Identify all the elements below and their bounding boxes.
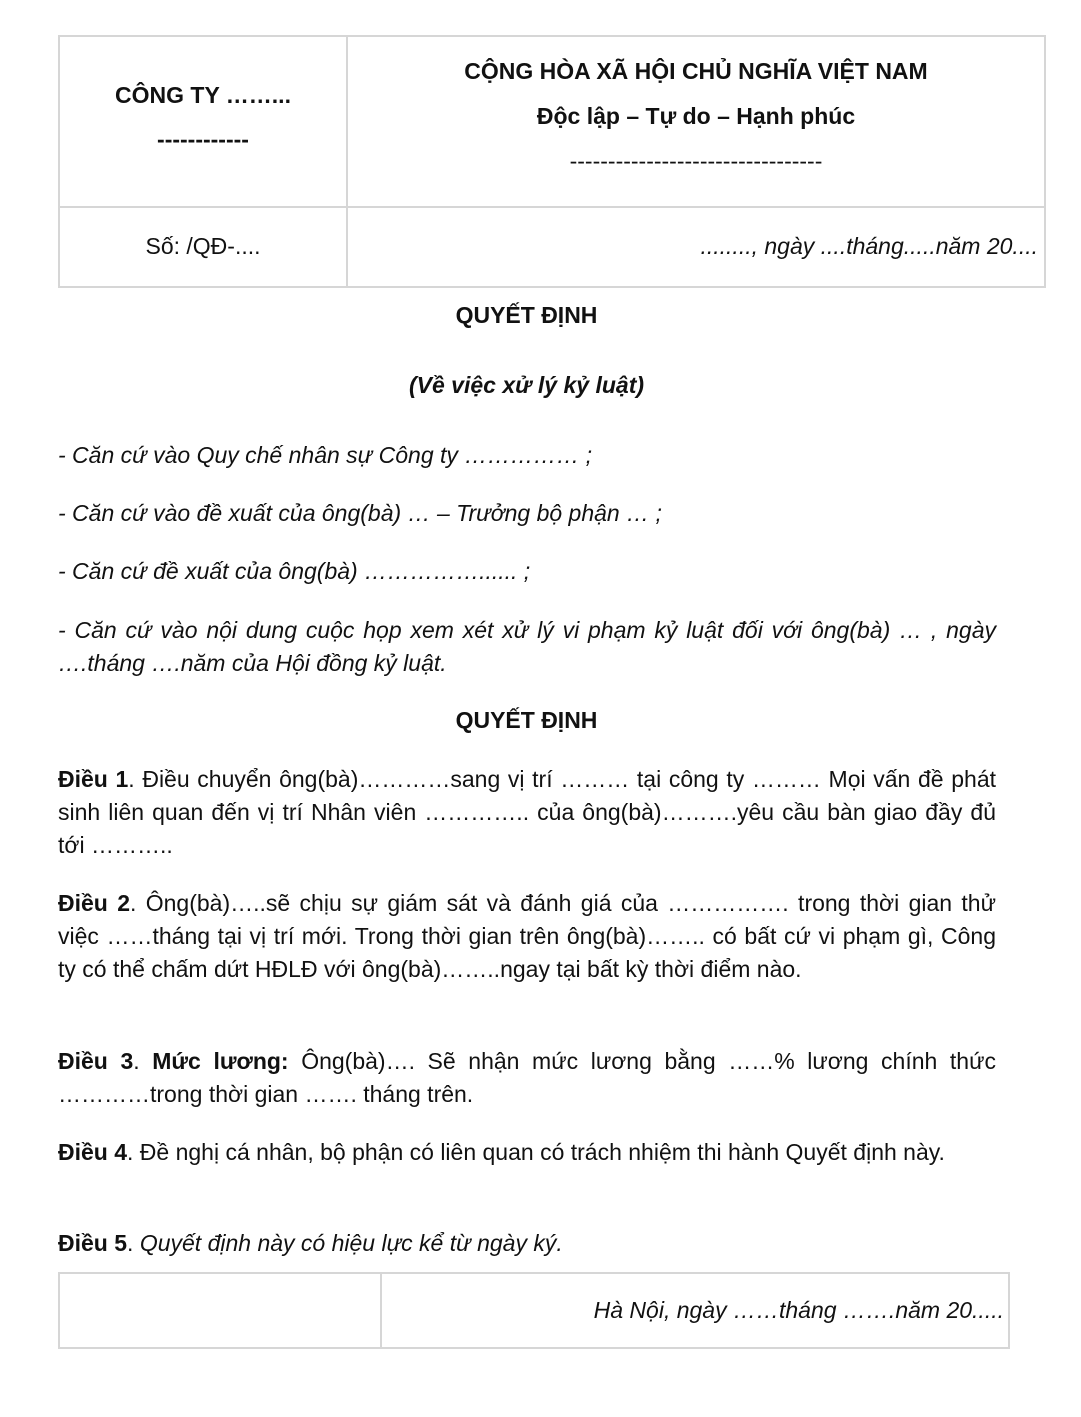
company-cell <box>59 36 347 207</box>
signature-left-cell <box>59 1273 381 1348</box>
signature-table <box>58 1272 1010 1349</box>
nation-block <box>348 49 1044 184</box>
header-table <box>58 35 1046 288</box>
article-label: Điều 3 <box>58 1048 134 1074</box>
nation-rule: --------------------------------- <box>569 147 823 174</box>
legal-basis-4: - Căn cứ vào nội dung cuộc họp xem xét xử lý vi phạm kỷ luật đối với ông(bà) … , ngày ….tháng ….năm của Hội đồng kỷ luật. <box>58 617 996 676</box>
company-name: CÔNG TY ……... <box>115 82 291 109</box>
place-date: Hà Nội, ngày ……tháng …….năm 20..... <box>381 1273 1009 1348</box>
article-label: Điều 5 <box>58 1230 128 1256</box>
article-4 <box>58 1136 996 1169</box>
article-3 <box>58 1045 996 1111</box>
decision-heading: QUYẾT ĐỊNH <box>455 707 598 733</box>
company-rule: ------------ <box>157 126 249 153</box>
decision-number: Số: /QĐ-.... <box>59 207 347 287</box>
issue-date: ........, ngày ....tháng.....năm 20.... <box>347 207 1045 287</box>
document-title: QUYẾT ĐỊNH <box>455 302 598 328</box>
article-2 <box>58 887 996 986</box>
nation-cell <box>347 36 1045 207</box>
article-strong-text: Mức lương: <box>152 1048 289 1074</box>
article-text: . Ông(bà)…..sẽ chịu sự giám sát và đánh giá của ……………. trong thời gian thử việc ……tháng tại vị trí mới. Trong thời gian trên ông(bà)…….. có bất cứ vi phạm gì, Công ty có thể chấm dứt HĐLĐ với ông(bà)……..ngay tại bất kỳ thời điểm nào. <box>58 890 996 982</box>
article-label: Điều 1 <box>58 766 129 792</box>
nation-name: CỘNG HÒA XÃ HỘI CHỦ NGHĨA VIỆT NAM <box>464 57 928 84</box>
article-text: Quyết định này có hiệu lực kể từ ngày ký. <box>139 1230 563 1256</box>
document-subtitle: (Về việc xử lý kỷ luật) <box>408 372 645 398</box>
article-label: Điều 2 <box>58 890 130 916</box>
article-label: Điều 4 <box>58 1139 128 1165</box>
article-1 <box>58 763 996 862</box>
article-5 <box>58 1227 996 1260</box>
company-name-block <box>60 73 346 161</box>
article-text: . Đề nghị cá nhân, bộ phận có liên quan có trách nhiệm thi hành Quyết định này. <box>127 1139 945 1165</box>
legal-basis-2: - Căn cứ vào đề xuất của ông(bà) … – Trưởng bộ phận … ; <box>58 500 662 526</box>
national-motto: Độc lập – Tự do – Hạnh phúc <box>536 102 856 129</box>
legal-basis-3: - Căn cứ đề xuất của ông(bà) ……………...... ; <box>58 558 531 584</box>
article-separator: . <box>127 1230 140 1256</box>
article-text: Ông(bà)…. Sẽ nhận mức lương bằng ……% lương chính thức …………trong thời gian ……. tháng trên. <box>58 1048 996 1107</box>
legal-basis-1: - Căn cứ vào Quy chế nhân sự Công ty …………… ; <box>58 442 593 468</box>
article-separator: . <box>133 1048 153 1074</box>
article-text: . Điều chuyển ông(bà)…………sang vị trí ……… tại công ty ……… Mọi vấn đề phát sinh liên quan đến vị trí Nhân viên ………….. của ông(bà)……….yêu cầu bàn giao đầy đủ tới ……….. <box>58 766 996 858</box>
